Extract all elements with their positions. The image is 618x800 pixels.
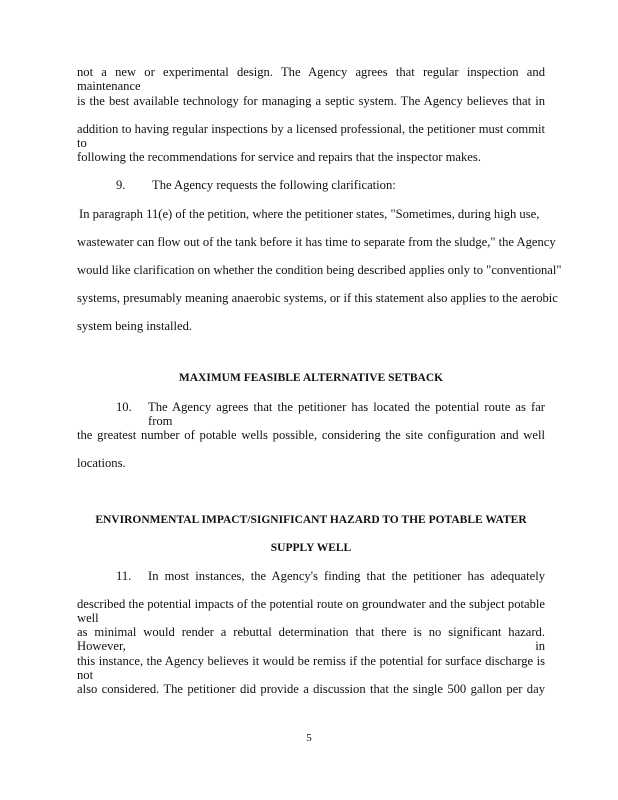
text-line: described the potential impacts of the potential route on groundwater and the subject potable well — [77, 597, 545, 625]
text-line: not a new or experimental design. The Agency agrees that regular inspection and maintenance — [77, 65, 545, 93]
section-heading-setback: MAXIMUM FEASIBLE ALTERNATIVE SETBACK — [178, 372, 444, 384]
text-line: this instance, the Agency believes it would be remiss if the potential for surface discharge is not — [77, 654, 545, 682]
text-line: following the recommendations for service and repairs that the inspector makes. — [77, 150, 481, 164]
text-line: The Agency requests the following clarification: — [152, 178, 396, 192]
text-line: addition to having regular inspections by a licensed professional, the petitioner must commit to — [77, 122, 545, 150]
text-line: In most instances, the Agency's finding that the petitioner has adequately — [148, 569, 545, 583]
paragraph-number: 10. — [116, 400, 132, 414]
text-line: locations. — [77, 456, 126, 470]
paragraph-number: 9. — [116, 178, 126, 192]
text-line: would like clarification on whether the condition being described applies only to "conventional" — [77, 263, 562, 277]
text-line: system being installed. — [77, 319, 193, 333]
text-line: The Agency agrees that the petitioner has located the potential route as far from — [148, 400, 545, 428]
text-line: In paragraph 11(e) of the petition, where the petitioner states, "Sometimes, during high use, — [79, 207, 540, 221]
text-line: also considered. The petitioner did provide a discussion that the single 500 gallon per day — [77, 682, 545, 696]
section-heading-hazard: ENVIRONMENTAL IMPACT/SIGNIFICANT HAZARD TO THE POTABLE WATER — [95, 514, 527, 526]
paragraph-number: 11. — [116, 569, 132, 583]
text-line: is the best available technology for managing a septic system. The Agency believes that in — [77, 94, 545, 108]
section-heading-hazard-cont: SUPPLY WELL — [270, 542, 352, 554]
page-number: 5 — [306, 732, 312, 744]
text-line: the greatest number of potable wells possible, considering the site configuration and well — [77, 428, 545, 442]
text-line: wastewater can flow out of the tank before it has time to separate from the sludge," the Agency — [77, 235, 556, 249]
text-line: systems, presumably meaning anaerobic systems, or if this statement also applies to the aerobic — [77, 291, 558, 305]
text-line: as minimal would render a rebuttal determination that there is no significant hazard. However, in — [77, 625, 545, 653]
